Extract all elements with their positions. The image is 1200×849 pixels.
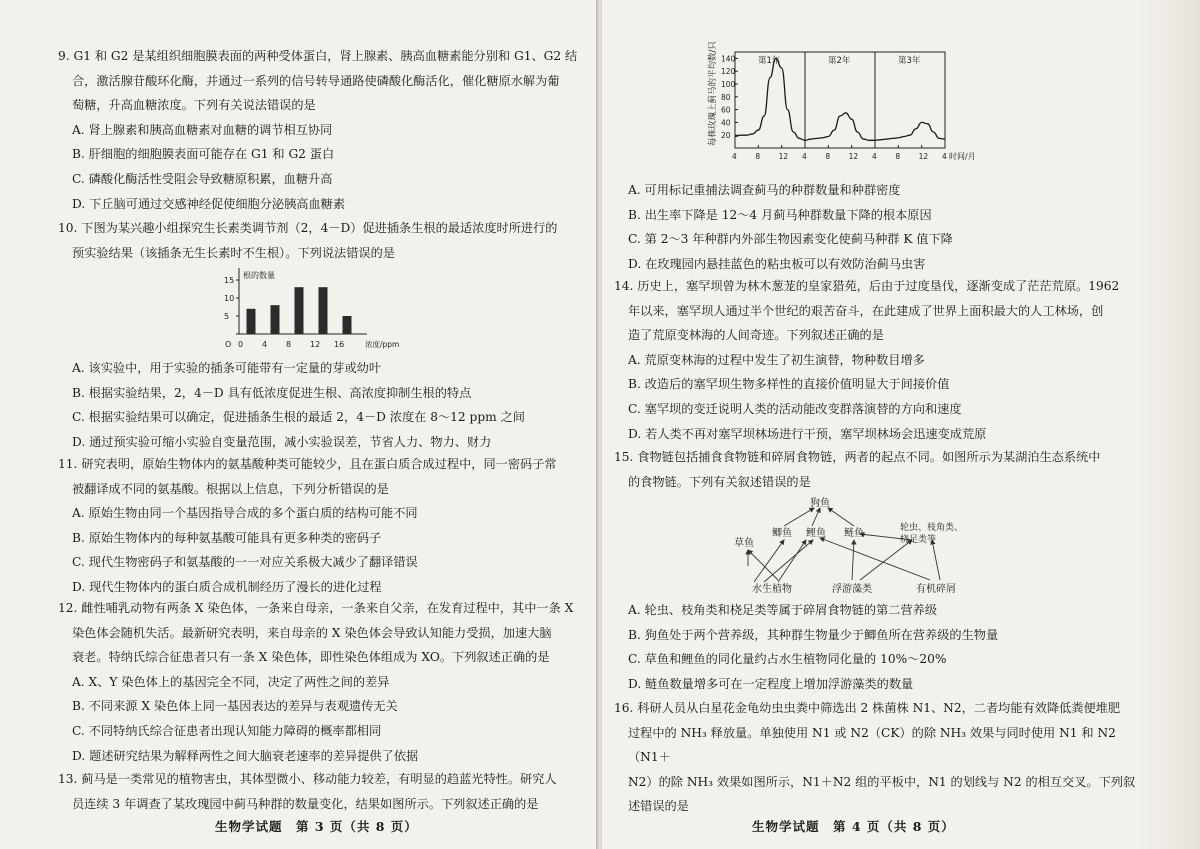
option-b: B. 原始生物体内的每种氨基酸可能具有更多种类的密码子 xyxy=(72,530,382,545)
year-label: 第3年 xyxy=(898,56,921,66)
question-text: 预实验结果（该插条无生长素时不生根）。下列说法错误的是 xyxy=(72,245,395,260)
question-text: 述错误的是 xyxy=(628,799,689,814)
node-silver-carp: 鲢鱼 xyxy=(844,528,864,539)
y-tick-label: 20 xyxy=(721,131,731,141)
node-crucian-carp: 鲫鱼 xyxy=(772,528,792,539)
x-tick-label: 12 xyxy=(918,152,929,161)
y-tick-label: 10 xyxy=(224,294,235,303)
bar xyxy=(319,287,328,334)
node-carp: 鲤鱼 xyxy=(806,528,826,539)
option-a: A. 肾上腺素和胰高血糖素对血糖的调节相互协同 xyxy=(72,122,333,137)
x-tick-label: 4 xyxy=(872,152,877,161)
page-edge-shadow xyxy=(1140,0,1200,849)
question-text: 过程中的 NH₃ 释放量。单独使用 N1 或 N2（CK）的除 NH₃ 效果与同时使用 N1 和 N2（N1＋ xyxy=(628,725,1116,765)
question-9 xyxy=(58,44,578,216)
x-tick-label: 8 xyxy=(825,152,831,161)
option-b: B. 改造后的塞罕坝生物多样性的直接价值明显大于间接价值 xyxy=(628,377,950,392)
food-web-diagram xyxy=(720,492,980,598)
node-zooplankton: 轮虫、枝角类、桡足类等 xyxy=(900,523,964,545)
question-text: 年以来，塞罕坝人通过半个世纪的艰苦奋斗，在此建成了世界上面积最大的人工林场，创 xyxy=(628,303,1104,318)
y-axis-label: 根的数量 xyxy=(243,271,275,280)
x-tick-label: 4 xyxy=(262,340,268,349)
node-dogfish: 狗鱼 xyxy=(810,498,830,509)
x-tick-label: 4 xyxy=(802,152,807,161)
question-text: 的食物链。下列有关叙述错误的是 xyxy=(628,474,811,489)
option-c: C. 磷酸化酶活性受阻会导致糖原积累，血糖升高 xyxy=(72,171,333,186)
option-b: B. 出生率下降是 12～4 月蓟马种群数量下降的根本原因 xyxy=(628,207,932,222)
question-text: 11. 研究表明，原始生物体内的氨基酸种类可能较少，且在蛋白质合成过程中，同一密码子常 xyxy=(58,457,557,471)
x-tick-label: 12 xyxy=(778,152,789,161)
left-page xyxy=(0,0,598,849)
question-text: 合，激活腺苷酸环化酶，并通过一系列的信号转导通路使磷酸化酶活化，催化糖原水解为葡 xyxy=(72,73,560,88)
option-d: D. 若人类不再对塞罕坝林场进行干预，塞罕坝林场会迅速变成荒原 xyxy=(628,426,987,441)
y-axis-label: 每株玫瑰上蓟马的平均数/只 xyxy=(708,41,718,146)
x-tick-label: 0 xyxy=(238,340,244,349)
question-10-options xyxy=(58,356,578,454)
question-text: 15. 食物链包括捕食食物链和碎屑食物链，两者的起点不同。如图所示为某湖泊生态系统中 xyxy=(614,450,1101,464)
option-c: C. 根据实验结果可以确定，促进插条生根的最适 2，4－D 浓度在 8～12 ppm 之间 xyxy=(72,410,525,425)
question-14 xyxy=(614,274,1144,446)
option-c: C. 第 2～3 年种群内外部生物因素变化使蓟马种群 K 值下降 xyxy=(628,232,953,247)
question-text: 12. 雌性哺乳动物有两条 X 染色体，一条来自母亲，一条来自父亲，在发育过程中，其中一条 X xyxy=(58,601,574,615)
question-text: 14. 历史上，塞罕坝曾为林木葱茏的皇家猎苑，后由于过度垦伐，逐渐变成了茫茫荒原。1962 xyxy=(614,279,1120,293)
x-tick-label: 8 xyxy=(895,152,901,161)
node-aquatic-plants: 水生植物 xyxy=(752,584,792,595)
y-tick-label: 100 xyxy=(721,80,736,89)
bar xyxy=(271,305,280,334)
node-plankton-algae: 浮游藻类 xyxy=(832,584,872,595)
x-tick-label: 12 xyxy=(310,340,321,349)
y-tick-label: 40 xyxy=(721,118,731,128)
question-10 xyxy=(58,216,578,265)
question-15-options xyxy=(614,598,1144,696)
option-c: C. 现代生物密码子和氨基酸的一一对应关系极大减少了翻译错误 xyxy=(72,555,418,570)
y-tick-label: 60 xyxy=(721,105,731,115)
option-b: B. 肝细胞的细胞膜表面可能存在 G1 和 G2 蛋白 xyxy=(72,147,335,162)
origin-label: O xyxy=(225,340,232,349)
question-text: 16. 科研人员从白星花金龟幼虫虫粪中筛选出 2 株菌株 N1、N2，二者均能有效降低粪便堆肥 xyxy=(614,701,1121,715)
x-axis-label: 浓度/ppm xyxy=(365,340,400,349)
option-a: A. 该实验中，用于实验的插条可能带有一定量的芽或幼叶 xyxy=(72,361,382,375)
question-text: 萄糖，升高血糖浓度。下列有关说法错误的是 xyxy=(72,98,316,113)
option-a: A. 荒原变林海的过程中发生了初生演替，物种数目增多 xyxy=(628,352,925,367)
option-d: D. 通过预实验可缩小实验自变量范围，减小实验误差，节省人力、物力、财力 xyxy=(72,434,492,449)
question-text: 10. 下图为某兴趣小组探究生长素类调节剂（2，4－D）促进插条生根的最适浓度时所进行的 xyxy=(58,221,558,235)
y-tick-label: 80 xyxy=(721,92,731,102)
option-a: A. X、Y 染色体上的基因完全不同，决定了两性之间的差异 xyxy=(72,674,390,689)
question-12 xyxy=(58,596,578,768)
question-16 xyxy=(614,696,1144,819)
question-15 xyxy=(614,445,1144,494)
question-text: 员连续 3 年调查了某玫瑰园中蓟马种群的数量变化，结果如图所示。下列叙述正确的是 xyxy=(72,796,539,811)
page-footer: 生物学试题 第 3 页（共 8 页） xyxy=(215,819,418,834)
option-d: D. 现代生物体内的蛋白质合成机制经历了漫长的进化过程 xyxy=(72,579,382,594)
option-b: B. 不同来源 X 染色体上同一基因表达的差异与表观遗传无关 xyxy=(72,699,398,714)
question-text: 被翻译成不同的氨基酸。根据以上信息，下列分析错误的是 xyxy=(72,481,389,496)
question-text: 衰老。特纳氏综合征患者只有一条 X 染色体，即性染色体组成为 XO。下列叙述正确的是 xyxy=(72,650,550,665)
x-tick-label: 16 xyxy=(334,340,345,349)
option-c: C. 不同特纳氏综合征患者出现认知能力障碍的概率都相同 xyxy=(72,723,382,738)
page-footer: 生物学试题 第 4 页（共 8 页） xyxy=(752,819,955,834)
y-tick-label: 120 xyxy=(721,67,736,77)
series-line xyxy=(735,58,945,140)
y-tick-label: 15 xyxy=(224,276,235,285)
x-tick-label: 8 xyxy=(755,152,761,161)
bar xyxy=(343,316,352,334)
node-grass-carp: 草鱼 xyxy=(734,538,754,549)
option-d: D. 下丘脑可通过交感神经促使细胞分泌胰高血糖素 xyxy=(72,196,346,211)
question-text: 造了荒原变林海的人间奇迹。下列叙述正确的是 xyxy=(628,328,884,343)
question-text: 9. G1 和 G2 是某组织细胞膜表面的两种受体蛋白，肾上腺素、胰高血糖素能分别和 G1、G2 结 xyxy=(58,49,578,63)
option-b: B. 根据实验结果，2，4－D 具有低浓度促进生根、高浓度抑制生根的特点 xyxy=(72,385,472,400)
right-page xyxy=(602,0,1200,849)
x-tick-label: 4 xyxy=(942,152,947,161)
bar-chart xyxy=(215,262,415,352)
question-13-options xyxy=(614,178,1134,276)
option-d: D. 鲢鱼数量增多可在一定程度上增加浮游藻类的数量 xyxy=(628,676,914,691)
question-11 xyxy=(58,452,578,600)
option-d: D. 在玫瑰园内悬挂蓝色的粘虫板可以有效防治蓟马虫害 xyxy=(628,256,926,271)
question-text: N2）的除 NH₃ 效果如图所示，N1＋N2 组的平板中，N1 的划线与 N2 的相互交叉。下列叙 xyxy=(628,774,1136,789)
option-c: C. 草鱼和鲤鱼的同化量约占水生植物同化量的 10%～20% xyxy=(628,652,947,667)
option-a: A. 原始生物由同一个基因指导合成的多个蛋白质的结构可能不同 xyxy=(72,506,418,521)
option-a: A. 可用标记重捕法调查蓟马的种群数量和种群密度 xyxy=(628,183,901,197)
year-label: 第2年 xyxy=(828,56,851,66)
option-d: D. 题述研究结果为解释两性之间大脑衰老速率的差异提供了依据 xyxy=(72,748,419,763)
bar xyxy=(247,309,256,334)
x-tick-label: 4 xyxy=(732,152,737,161)
x-tick-label: 12 xyxy=(848,152,859,161)
question-13 xyxy=(58,767,578,816)
bar xyxy=(295,287,304,334)
y-tick-label: 5 xyxy=(224,312,230,321)
food-web-arrows xyxy=(748,508,940,582)
option-c: C. 塞罕坝的变迁说明人类的活动能改变群落演替的方向和速度 xyxy=(628,401,962,416)
option-b: B. 狗鱼处于两个营养级，其种群生物量少于鲫鱼所在营养级的生物量 xyxy=(628,627,999,642)
node-detritus: 有机碎屑 xyxy=(916,584,956,595)
x-tick-label: 8 xyxy=(286,340,292,349)
year-label: 第1年 xyxy=(758,56,781,66)
y-tick-label: 140 xyxy=(721,54,736,64)
line-chart xyxy=(705,41,976,174)
option-a: A. 轮虫、枝角类和桡足类等属于碎屑食物链的第二营养级 xyxy=(628,603,938,617)
x-axis-label: 时间/月 xyxy=(949,152,976,161)
question-text: 13. 蓟马是一类常见的植物害虫，其体型微小、移动能力较差，有明显的趋蓝光特性。研究人 xyxy=(58,772,557,786)
question-text: 染色体会随机失活。最新研究表明，来自母亲的 X 染色体会导致认知能力受损，加速大脑 xyxy=(72,625,552,640)
